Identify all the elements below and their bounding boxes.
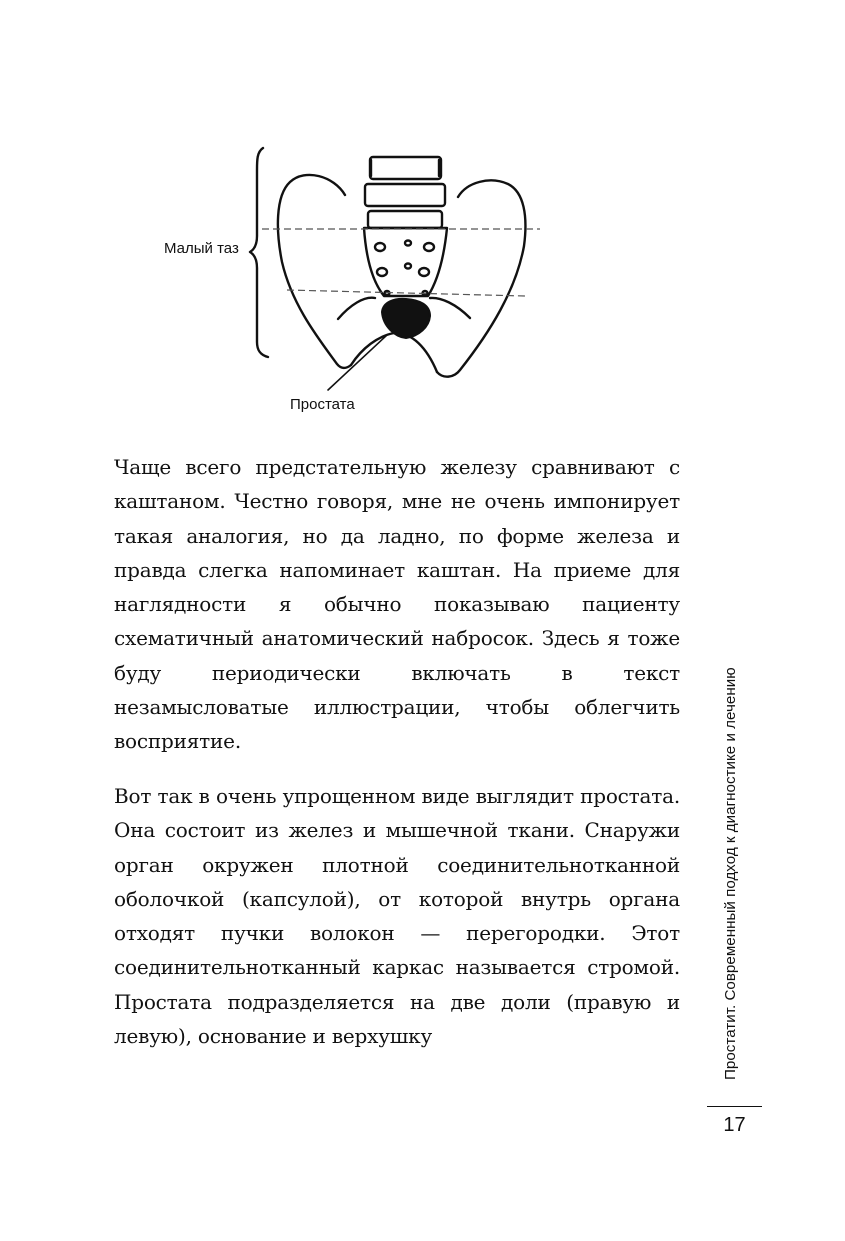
pelvis-drawing (0, 0, 845, 430)
left-iliac-wing (278, 175, 351, 368)
vertebra-1 (370, 157, 441, 179)
pubic-arch (351, 333, 437, 372)
vertebra-2 (365, 184, 445, 206)
left-ramus (338, 298, 375, 319)
bracket (250, 148, 268, 357)
pelvis-illustration (0, 0, 845, 430)
page-number: 17 (723, 1114, 746, 1136)
sacral-foramen (375, 243, 385, 251)
right-ramus (430, 298, 470, 318)
paragraph-1: Чаще всего предстательную железу сравнивают с каштаном. Честно говоря, мне не очень импонирует такая аналогия, но да ладно, по форме железа и правда слегка напоминает каштан. На приеме для наглядности я обычно показываю пациенту схематичный анатомический набросок. Здесь я тоже буду периодически включать в текст незамысловатые иллюстрации, чтобы облегчить восприятие. (114, 455, 680, 754)
paragraph-2: Вот так в очень упрощенном виде выглядит простата. Она состоит из желез и мышечной ткани. Снаружи орган окружен плотной соединительнотканной оболочкой (капсулой), от которой внутрь органа отходят пучки волокон — перегородки. Этот соединительнотканный каркас называется стромой. Простата подразделяется на две доли (правую и левую), основание и верхушку (114, 784, 680, 1049)
prostate-shape (382, 299, 430, 338)
running-head: Простатит. Современный подход к диагностике и лечению (722, 667, 739, 1080)
vertebra-3 (368, 211, 442, 228)
sacral-foramen (377, 268, 387, 276)
label-small-pelvis: Малый таз (164, 240, 239, 257)
sacral-foramen (405, 264, 411, 269)
right-iliac-wing (437, 180, 525, 376)
sacral-foramen (419, 268, 429, 276)
sacral-foramen (424, 243, 434, 251)
page-number-rule (707, 1106, 762, 1107)
label-prostate: Простата (290, 396, 355, 413)
sacrum (364, 228, 447, 296)
sacral-foramen (405, 241, 411, 246)
